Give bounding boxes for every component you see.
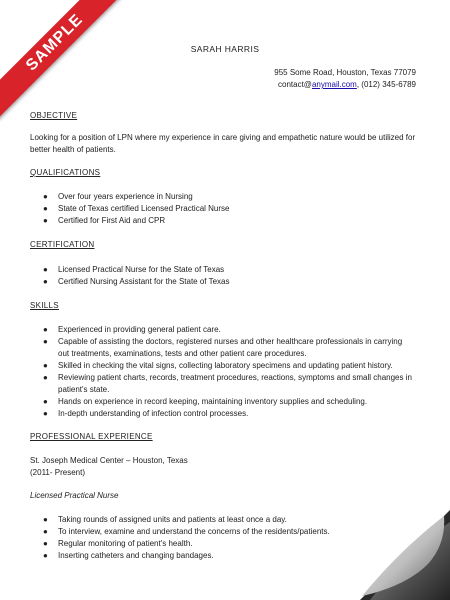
certification-list [30, 264, 415, 288]
list-item: ● To interview, examine and understand the concerns of the residents/patients. [43, 527, 330, 536]
list-item: ● Taking rounds of assigned units and patients at least once a day. [43, 515, 287, 524]
bullet-icon: ● [43, 204, 48, 213]
bullet-icon: ● [43, 325, 48, 334]
bullet-icon: ● [43, 397, 48, 406]
bullet-icon: ● [43, 361, 48, 370]
list-item: ● Capable of assisting the doctors, registered nurses and other healthcare professionals in carrying out treatments, examinations, tests and other patient care procedures. [43, 337, 403, 358]
job-title: Licensed Practical Nurse [30, 491, 119, 500]
list-item: ● Licensed Practical Nurse for the State of Texas [43, 265, 225, 274]
bullet-icon: ● [43, 515, 48, 524]
skills-list [30, 324, 415, 420]
bullet-icon: ● [43, 216, 48, 225]
sample-banner: SAMPLE [0, 0, 130, 119]
list-item: ● Experienced in providing general patient care. [43, 325, 221, 334]
email-link[interactable]: anymail.com [311, 80, 357, 89]
objective-heading: OBJECTIVE [30, 111, 78, 120]
employer-line: St. Joseph Medical Center – Houston, Texas [30, 456, 188, 465]
bullet-icon: ● [43, 265, 48, 274]
qualifications-heading: QUALIFICATIONS [30, 168, 101, 177]
contact-line [274, 79, 416, 91]
list-item: ● Skilled in checking the vital signs, collecting laboratory specimens and updating patient history. [43, 361, 393, 370]
experience-heading: PROFESSIONAL EXPERIENCE [30, 432, 153, 441]
contact-prefix: contact@ [278, 80, 312, 89]
address-line: 955 Some Road, Houston, Texas 77079 [274, 68, 416, 77]
list-item: ● Reviewing patient charts, records, treatment procedures, reactions, symptoms and small changes in patient's state. [43, 373, 412, 394]
certification-heading: CERTIFICATION [30, 240, 95, 249]
objective-text: Looking for a position of LPN where my experience in care giving and empathetic nature would be utilized for better health of patients. [30, 133, 416, 154]
bullet-icon: ● [43, 192, 48, 201]
employment-dates: (2011- Present) [30, 468, 85, 477]
bullet-icon: ● [43, 527, 48, 536]
list-item: ● Hands on experience in record keeping, maintaining inventory supplies and scheduling. [43, 397, 368, 406]
bullet-icon: ● [43, 277, 48, 286]
candidate-name: SARAH HARRIS [190, 44, 260, 54]
list-item: ● State of Texas certified Licensed Practical Nurse [43, 204, 230, 213]
list-item: ● In-depth understanding of infection control processes. [43, 409, 249, 418]
page-curl-icon [360, 510, 450, 600]
phone-number: , (012) 345-6789 [356, 80, 416, 89]
bullet-icon: ● [43, 337, 48, 346]
contact-block [274, 67, 416, 91]
bullet-icon: ● [43, 373, 48, 382]
bullet-icon: ● [43, 551, 48, 560]
qualifications-list [30, 191, 415, 227]
bullet-icon: ● [43, 539, 48, 548]
list-item: ● Certified for First Aid and CPR [43, 216, 166, 225]
experience-duties-list [30, 514, 415, 562]
bullet-icon: ● [43, 409, 48, 418]
list-item: ● Certified Nursing Assistant for the State of Texas [43, 277, 230, 286]
list-item: ● Inserting catheters and changing bandages. [43, 551, 214, 560]
skills-heading: SKILLS [30, 301, 59, 310]
list-item: ● Regular monitoring of patient's health. [43, 539, 193, 548]
list-item: ● Over four years experience in Nursing [43, 192, 193, 201]
